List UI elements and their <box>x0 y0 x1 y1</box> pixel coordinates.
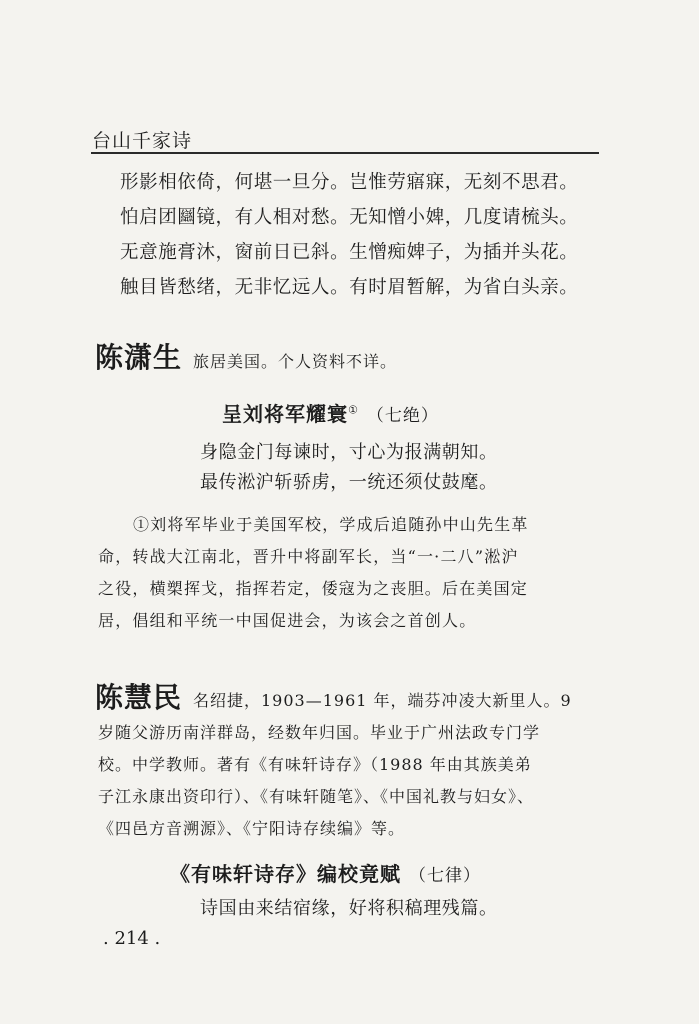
footnote-marker: ① <box>348 403 359 417</box>
author-name: 陈潇生 <box>95 341 183 374</box>
poem-title-text: 呈刘将军耀寰 <box>222 402 348 426</box>
verse-line: 身隐金门每谏时，寸心为报满朝知。 <box>200 442 498 463</box>
author-bio-line: 《四邑方音溯源》、《宁阳诗存续编》等。 <box>98 819 406 838</box>
verse-line: 最传淞沪斩骄虏，一统还须仗鼓麾。 <box>200 472 498 493</box>
footnote-line: 之役，横槊挥戈，指挥若定，倭寇为之丧胆。后在美国定 <box>98 579 529 598</box>
author-name: 陈慧民 <box>95 681 183 714</box>
poem-line: 形影相依倚，何堪一旦分。岂惟劳寤寐，无刻不思君。 <box>120 172 579 193</box>
poem-line: 怕启团圝镜，有人相对愁。无知憎小婢，几度请梳头。 <box>120 207 579 228</box>
author-bio-line: 子江永康出资印行）、《有味轩随笔》、《中国礼教与妇女》、 <box>98 787 535 806</box>
author-bio-line: 名绍捷，1903—1961 年，端芬冲凌大新里人。9 <box>193 691 572 710</box>
header-rule <box>91 152 599 154</box>
footnote-line: ①刘将军毕业于美国军校，学成后追随孙中山先生革 <box>133 515 529 534</box>
verse-line: 诗国由来结宿缘，好将积稿理残篇。 <box>200 898 498 919</box>
author-bio-line: 校。中学教师。著有《有味轩诗存》（1988 年由其族美弟 <box>98 755 532 774</box>
poem-title <box>170 858 481 887</box>
poem-title-text: 《有味轩诗存》编校竟赋 <box>170 862 401 886</box>
author-bio: 旅居美国。个人资料不详。 <box>193 352 398 371</box>
poem-line: 无意施膏沐，窗前日已斜。生憎痴婢子，为插并头花。 <box>120 242 579 263</box>
footnote-line: 居，倡组和平统一中国促进会，为该会之首创人。 <box>98 611 477 630</box>
poem-form: （七绝） <box>366 406 439 426</box>
author-bio-line: 岁随父游历南洋群岛，经数年归国。毕业于广州法政专门学 <box>98 723 541 742</box>
page-number: . 214 . <box>103 928 161 949</box>
running-header: 台山千家诗 <box>92 130 193 152</box>
poem-form: （七律） <box>408 866 481 886</box>
poem-title <box>222 398 439 427</box>
footnote-line: 命，转战大江南北，晋升中将副军长，当“一·二八”淞沪 <box>98 547 519 566</box>
poem-line: 触目皆愁绪，无非忆远人。有时眉暂解，为省白头亲。 <box>120 277 579 298</box>
